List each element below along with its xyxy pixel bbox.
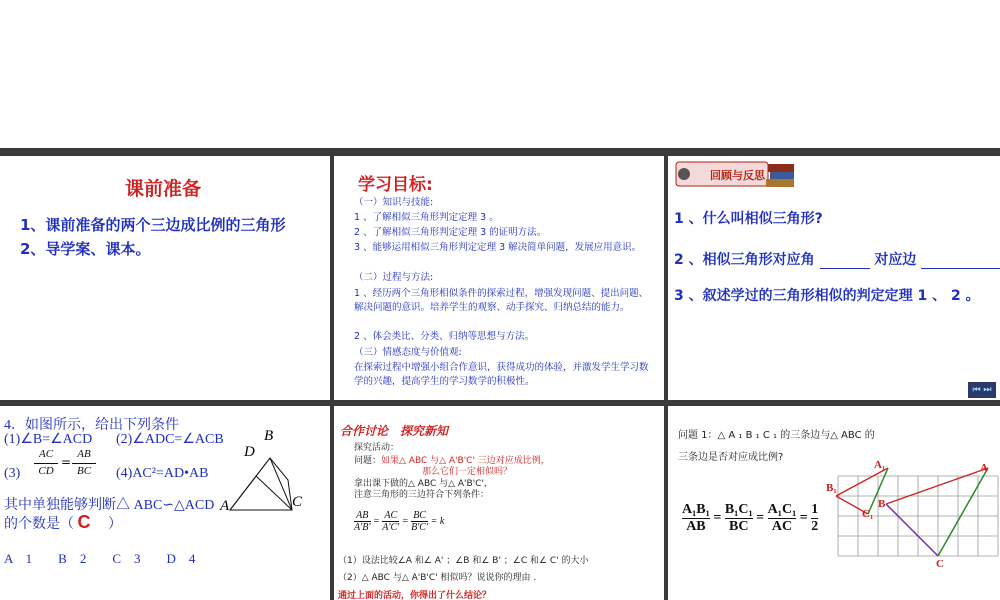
instruction-line: 拿出课下做的△ ABC 与△ A'B'C', [354, 479, 487, 489]
condition-4: (4)AC²=AD•AB [116, 466, 209, 481]
point-label: D [244, 444, 255, 460]
side-ac [938, 468, 988, 556]
frac-num: A₁C₁ [767, 502, 797, 517]
slide-title: 课前准备 [125, 178, 202, 200]
condition-3: (3) [4, 466, 21, 481]
step-2: （2）△ ABC 与△ A'B'C' 相似吗？说说你的理由 . [338, 573, 537, 583]
point-label: B [878, 498, 886, 510]
slide-exploration[interactable] [334, 406, 664, 600]
problem-text: 如果△ ABC 与△ A'B'C' 三边对应成比例， [381, 456, 550, 466]
goal-line: 2 、体会类比、分类、归纳等思想与方法。 [354, 331, 535, 342]
books-icon [768, 164, 794, 172]
frac-num: AB [77, 448, 91, 460]
goal-line: （三）情感态度与价值观: [354, 347, 462, 358]
question-text: ） [108, 517, 122, 532]
goal-line: 1 、了解相似三角形判定定理 3 。 [354, 212, 499, 223]
goal-line: 3 、能够运用相似三角形判定定理 3 解决简单问题，发展应用意识。 [354, 242, 642, 253]
problem-prefix: 问题： [354, 456, 382, 466]
problem-text: 问题 1：△ A ₁ B ₁ C ₁ 的三条边与△ ABC 的 [678, 430, 875, 441]
slide-learning-goals[interactable] [334, 156, 664, 400]
point-label: B₁ [826, 482, 837, 494]
question-1: 1 、什么叫相似三角形? [674, 211, 823, 227]
side-ab [886, 468, 988, 504]
point-label: C [292, 494, 303, 510]
problem-text: 那么它们一定相似吗？ [422, 467, 513, 477]
list-item: 2、导学案、课本。 [20, 240, 151, 258]
goal-line: 2 、了解相似三角形判定定理 3 的证明方法。 [354, 227, 547, 238]
frac-den: AB [686, 519, 706, 534]
frac-den: A'B' [354, 522, 371, 533]
segment-cd [256, 476, 292, 510]
ball-icon [678, 168, 690, 180]
side-a1b1 [836, 468, 888, 496]
ratio-equation: $\frac{AB}{A'B'}$ = $\frac{AC}{A'C'}$ = $\frac{BC}{B'C'}$ = k [354, 510, 445, 533]
list-item: 1、课前准备的两个三边成比例的三角形 [20, 216, 286, 234]
instruction-line: 注意三角形的三边符合下列条件： [354, 490, 490, 500]
slide-problem-1[interactable] [668, 406, 1000, 600]
frac-num: A₁B₁ [682, 502, 710, 517]
frac-num: AC [382, 510, 399, 522]
frac-den: A'C' [382, 522, 400, 533]
blank-line [921, 252, 1000, 269]
point-label: C₁ [862, 508, 874, 520]
activity-label: 探究活动： [354, 443, 400, 453]
question-line: 其中单独能够判断△ ABC∽△ACD [4, 498, 215, 513]
condition-1: (1)∠B=∠ACD [4, 432, 93, 447]
question-line [4, 512, 122, 533]
equals-sign: = [61, 455, 72, 469]
frac-num: 1 [811, 502, 819, 517]
problem-text: 三条边是否对应成比例? [678, 452, 784, 463]
frac-num: B₁C₁ [724, 502, 753, 517]
triangle-lines [230, 458, 292, 510]
goal-line: （一）知识与技能: [354, 197, 434, 208]
blank-line [820, 252, 870, 269]
answer-options: A 1 B 2 C 3 D 4 [4, 551, 196, 566]
point-label: C [936, 558, 944, 570]
frac-den: BC [729, 519, 749, 534]
question-2-part-b: 对应边 [874, 252, 917, 268]
frac-line [34, 463, 58, 464]
goal-line: 在探索过程中增强小组合作意识，获得成功的体验，并激发学生学习数学的兴趣，提高学生的学习数学的积极性。 [354, 362, 649, 387]
point-label: A [220, 498, 230, 514]
answer-letter: C [77, 512, 91, 532]
section-header: 合作讨论 探究新知 [340, 424, 449, 438]
conclusion-prompt: 通过上面的活动，你得出了什么结论？ [338, 591, 492, 600]
side-bc [886, 504, 938, 556]
frac-den: B'C' [411, 522, 429, 533]
point-label: A₁ [874, 459, 886, 471]
goal-line: （二）过程与方法: [354, 272, 434, 283]
frac-den: 2 [811, 519, 819, 534]
frac-line [72, 463, 96, 464]
frac-num: AB [354, 510, 371, 522]
condition-2: (2)∠ADC=∠ACB [116, 432, 224, 447]
nav-buttons[interactable]: ⏮ ⏭ [968, 382, 996, 398]
frac-num: AC [38, 448, 54, 460]
frac-num: BC [411, 510, 428, 522]
frac-den: BC [76, 465, 92, 477]
frac-den: AC [771, 519, 793, 534]
goal-line: 1 、经历两个三角形相似条件的探索过程，增强发现问题、提出问题、解决问题的意识。培养学生的观察、动手探究、归纳总结的能力。 [354, 288, 649, 313]
frac-den: CD [38, 465, 54, 477]
question-text: 的个数是（ [4, 517, 74, 532]
question-2 [674, 249, 1000, 269]
point-label: B [264, 428, 274, 444]
slide-review[interactable] [668, 156, 1000, 400]
slide-exercise[interactable] [0, 406, 330, 600]
slide-title: 学习目标: [358, 175, 433, 195]
ratio-fractions: $\frac{\text{A₁B₁}}{AB}$ = $\frac{\text{B₁C₁}}{BC}$ = $\frac{\text{A₁C₁}}{AC}$ = $\frac{1}{2}$ [682, 502, 819, 534]
step-1: （1）设法比较∠A 和∠ A' ；∠B 和∠ B' ；∠C 和∠ C' 的大小 [338, 556, 589, 566]
badge-label: 回顾与反思 [710, 169, 765, 182]
exercise-stem: 4．如图所示，给出下列条件 [4, 418, 179, 433]
slide-preparation[interactable] [0, 156, 330, 400]
question-3: 3 、叙述学过的三角形相似的判定定理 1 、 2 。 [674, 288, 980, 304]
triangles-figure [828, 466, 1000, 576]
review-badge [670, 160, 798, 196]
ratio-k: k [439, 515, 445, 527]
question-2-part-a: 2 、相似三角形对应角 [674, 252, 815, 268]
point-label: A [980, 462, 988, 474]
